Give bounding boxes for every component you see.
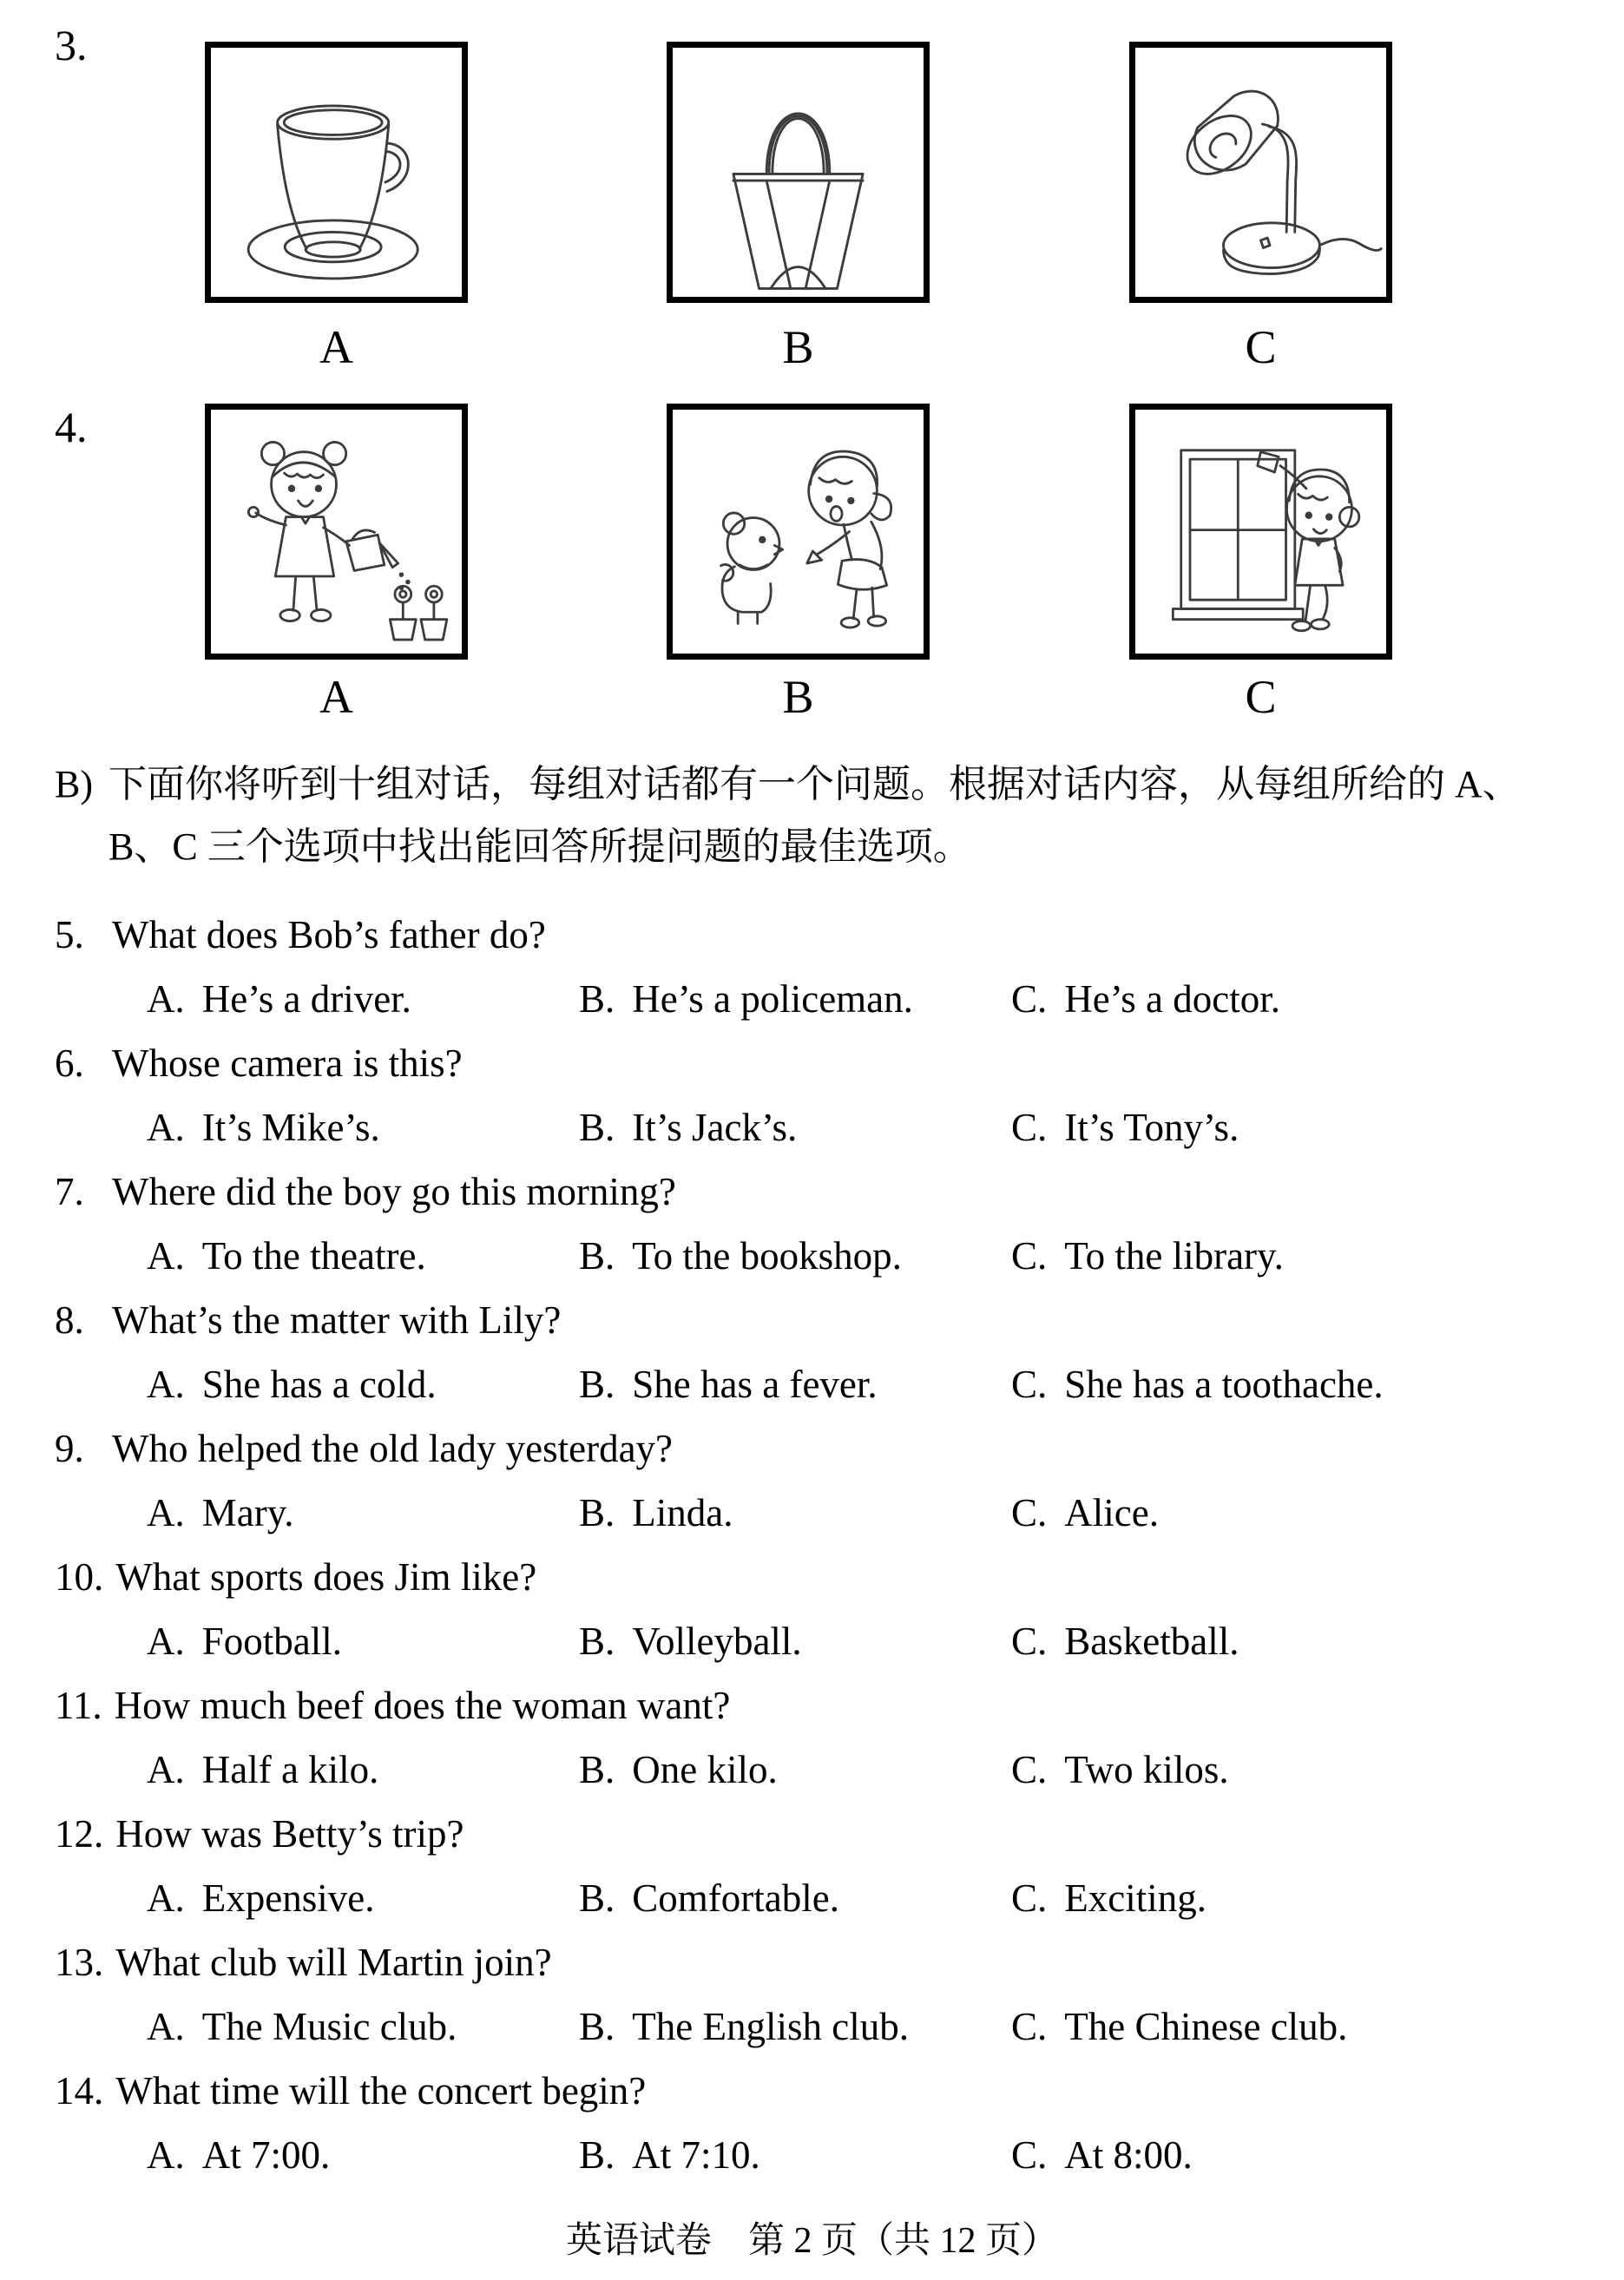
option-a-text: He’s a driver. [201, 977, 411, 1021]
option-a-text: Football. [201, 1620, 343, 1663]
question-number: 12. [55, 1812, 104, 1856]
option-c-label: C. [1011, 1234, 1048, 1278]
section-b-label: B) [55, 763, 93, 805]
option-c [1011, 1866, 1206, 1930]
picture-4c-box [1129, 404, 1392, 660]
option-c-text: Alice. [1064, 1491, 1159, 1534]
question-number: 10. [55, 1555, 104, 1599]
option-a-label: A. [147, 1363, 185, 1406]
option-a-label: A. [147, 1876, 185, 1920]
option-c-text: Two kilos. [1064, 1748, 1229, 1791]
option-b-label: B. [579, 1876, 615, 1920]
picture-3b-box [667, 42, 930, 303]
option-a [147, 1481, 294, 1545]
question-text: How was Betty’s trip? [115, 1812, 464, 1856]
option-c-label: C. [1011, 1491, 1048, 1534]
option-b-text: Linda. [632, 1491, 733, 1534]
section-b-line2: B、C 三个选项中找出能回答所提问题的最佳选项。 [108, 825, 971, 868]
option-a-text: At 7:00. [201, 2133, 331, 2177]
option-b [579, 967, 913, 1031]
picture-question-4-number: 4. [55, 403, 88, 451]
option-b-text: The English club. [632, 2005, 909, 2048]
question-8 [55, 1288, 1608, 1352]
option-b [579, 1609, 802, 1673]
question-number: 14. [55, 2069, 104, 2112]
option-b [579, 1352, 878, 1416]
option-b-label: B. [579, 977, 615, 1021]
option-c [1011, 967, 1280, 1031]
option-a-text: To the theatre. [201, 1234, 426, 1278]
picture-3c-box [1129, 42, 1392, 303]
option-a-label: A. [147, 1491, 185, 1534]
option-a-label: A. [147, 1234, 185, 1278]
option-a-label: A. [147, 1620, 185, 1663]
question-12-options [55, 1866, 1608, 1930]
option-a [147, 1609, 342, 1673]
picture-4c-letter: C [1245, 671, 1277, 723]
option-a-label: A. [147, 1748, 185, 1791]
option-c [1011, 1609, 1239, 1673]
option-a-text: She has a cold. [201, 1363, 437, 1406]
question-text: Whose camera is this? [112, 1041, 463, 1085]
option-b-text: Comfortable. [632, 1876, 839, 1920]
option-b-text: At 7:10. [632, 2133, 760, 2177]
option-b [579, 1866, 839, 1930]
option-c [1011, 1481, 1159, 1545]
option-a-text: Half a kilo. [201, 1748, 379, 1791]
option-c [1011, 1352, 1384, 1416]
question-12 [55, 1802, 1608, 1866]
question-text: How much beef does the woman want? [114, 1684, 731, 1727]
option-c-label: C. [1011, 2133, 1048, 2177]
option-a [147, 1738, 378, 1802]
option-b-label: B. [579, 2133, 615, 2177]
option-b-text: It’s Jack’s. [632, 1106, 798, 1149]
option-b-text: She has a fever. [632, 1363, 878, 1406]
question-11-options [55, 1738, 1608, 1802]
option-b [579, 1095, 797, 1160]
tote-bag-illustration [673, 48, 924, 297]
teacup-on-saucer-illustration [211, 48, 462, 297]
question-5-options [55, 967, 1608, 1031]
picture-4b-letter: B [782, 671, 814, 723]
option-a [147, 1994, 457, 2059]
question-5 [55, 903, 1608, 967]
option-c-label: C. [1011, 1876, 1048, 1920]
question-text: Where did the boy go this morning? [112, 1170, 676, 1213]
question-text: What’s the matter with Lily? [112, 1298, 562, 1342]
question-7-options [55, 1224, 1608, 1288]
option-a-text: The Music club. [201, 2005, 457, 2048]
question-6-options [55, 1095, 1608, 1160]
option-b [579, 1224, 902, 1288]
option-a [147, 1224, 426, 1288]
picture-4a-box [205, 404, 468, 660]
question-13 [55, 1930, 1608, 1994]
question-text: What club will Martin join? [115, 1941, 552, 1984]
option-a-label: A. [147, 2133, 185, 2177]
option-a [147, 1095, 380, 1160]
option-c-label: C. [1011, 2005, 1048, 2048]
desk-lamp-illustration [1135, 48, 1386, 297]
option-c-text: Basketball. [1064, 1620, 1239, 1663]
picture-3a-letter: A [319, 321, 353, 373]
option-a-label: A. [147, 1106, 185, 1149]
option-b [579, 1994, 909, 2059]
option-c [1011, 1095, 1239, 1160]
question-number: 6. [55, 1041, 84, 1085]
option-b-text: He’s a policeman. [632, 977, 913, 1021]
question-list [55, 903, 1608, 2187]
question-9 [55, 1416, 1608, 1481]
option-c [1011, 1738, 1229, 1802]
question-text: What sports does Jim like? [115, 1555, 537, 1599]
question-11 [55, 1673, 1608, 1738]
question-text: What does Bob’s father do? [112, 913, 546, 956]
option-c-label: C. [1011, 1620, 1048, 1663]
question-13-options [55, 1994, 1608, 2059]
girl-feeding-dog-illustration [673, 410, 924, 654]
option-b-label: B. [579, 1491, 615, 1534]
option-b [579, 1481, 733, 1545]
option-b-text: One kilo. [632, 1748, 778, 1791]
option-b-label: B. [579, 1748, 615, 1791]
option-b-label: B. [579, 2005, 615, 2048]
option-a-text: It’s Mike’s. [201, 1106, 380, 1149]
question-6 [55, 1031, 1608, 1095]
option-b [579, 1738, 778, 1802]
option-b-text: Volleyball. [632, 1620, 802, 1663]
option-a [147, 1352, 437, 1416]
question-10 [55, 1545, 1608, 1609]
option-a-label: A. [147, 977, 185, 1021]
option-c-label: C. [1011, 1363, 1048, 1406]
question-text: What time will the concert begin? [115, 2069, 647, 2112]
option-a [147, 2123, 330, 2187]
option-a [147, 967, 411, 1031]
question-8-options [55, 1352, 1608, 1416]
question-14 [55, 2059, 1608, 2123]
option-c-label: C. [1011, 977, 1048, 1021]
section-b-instructions [55, 753, 1591, 878]
option-b-label: B. [579, 1620, 615, 1663]
page-footer: 英语试卷 第 2 页（共 12 页） [565, 2221, 1058, 2261]
option-c-label: C. [1011, 1106, 1048, 1149]
question-number: 7. [55, 1170, 84, 1213]
option-c-text: It’s Tony’s. [1064, 1106, 1239, 1149]
picture-3b-letter: B [782, 321, 814, 373]
option-c-text: Exciting. [1064, 1876, 1206, 1920]
option-a-text: Expensive. [201, 1876, 375, 1920]
question-number: 5. [55, 913, 84, 956]
option-c-text: The Chinese club. [1064, 2005, 1348, 2048]
option-b-label: B. [579, 1106, 615, 1149]
girl-cleaning-window-illustration [1135, 410, 1386, 654]
option-c-text: At 8:00. [1064, 2133, 1193, 2177]
option-b-label: B. [579, 1234, 615, 1278]
section-b-line1: 下面你将听到十组对话，每组对话都有一个问题。根据对话内容，从每组所给的 A、 [108, 763, 1521, 805]
question-number: 8. [55, 1298, 84, 1342]
picture-3a-box [205, 42, 468, 303]
option-a-text: Mary. [201, 1491, 294, 1534]
option-c-text: To the library. [1064, 1234, 1284, 1278]
picture-question-3-number: 3. [55, 21, 88, 69]
question-9-options [55, 1481, 1608, 1545]
option-c [1011, 2123, 1193, 2187]
question-14-options [55, 2123, 1608, 2187]
question-number: 11. [55, 1684, 102, 1727]
question-number: 13. [55, 1941, 104, 1984]
option-c-text: She has a toothache. [1064, 1363, 1384, 1406]
option-a-label: A. [147, 2005, 185, 2048]
picture-4b-box [667, 404, 930, 660]
option-b-text: To the bookshop. [632, 1234, 902, 1278]
option-b-label: B. [579, 1363, 615, 1406]
question-number: 9. [55, 1427, 84, 1470]
question-10-options [55, 1609, 1608, 1673]
option-c [1011, 1224, 1284, 1288]
picture-4a-letter: A [319, 671, 353, 723]
option-b [579, 2123, 760, 2187]
option-a [147, 1866, 374, 1930]
question-text: Who helped the old lady yesterday? [112, 1427, 674, 1470]
option-c [1011, 1994, 1347, 2059]
question-7 [55, 1160, 1608, 1224]
girl-watering-flowers-illustration [211, 410, 462, 654]
option-c-text: He’s a doctor. [1064, 977, 1280, 1021]
option-c-label: C. [1011, 1748, 1048, 1791]
picture-3c-letter: C [1245, 321, 1277, 373]
